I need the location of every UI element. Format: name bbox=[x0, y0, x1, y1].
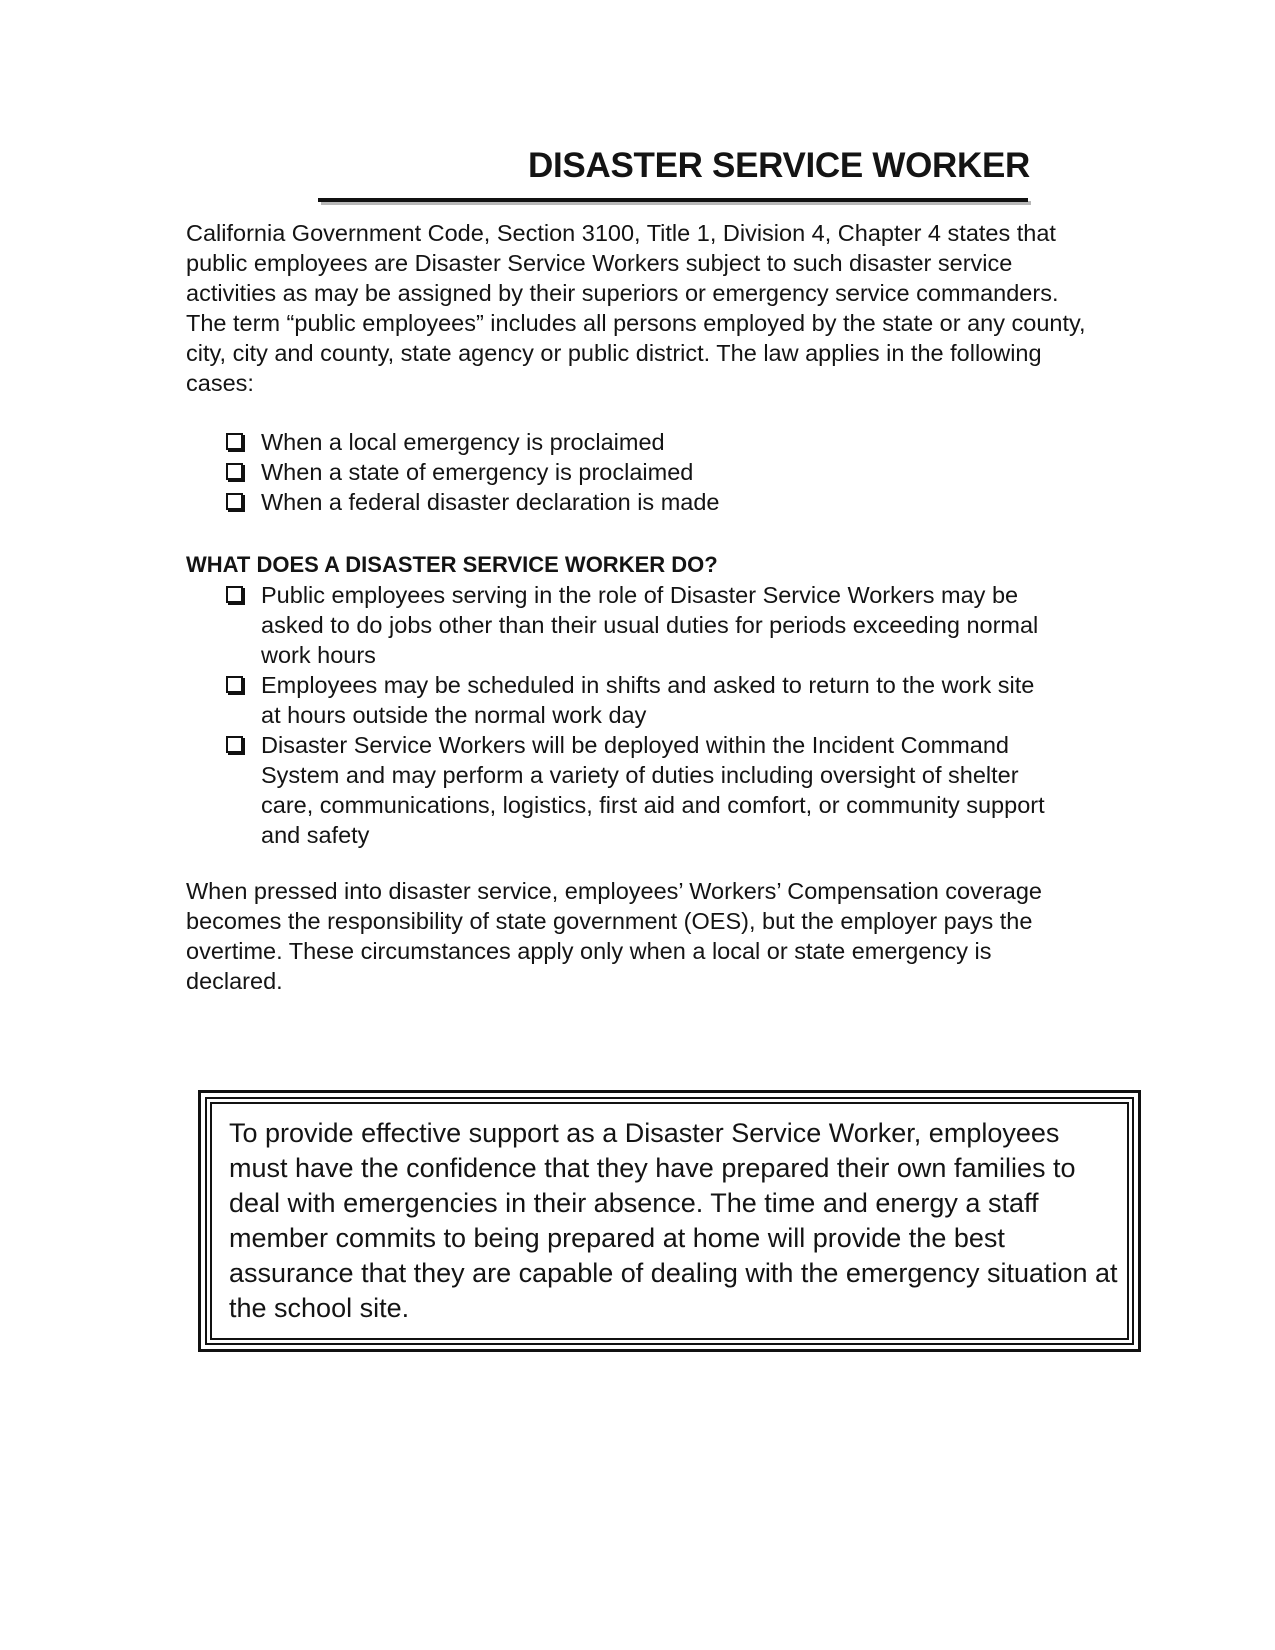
duties-heading: WHAT DOES A DISASTER SERVICE WORKER DO? bbox=[186, 552, 718, 577]
list-item bbox=[222, 427, 1022, 457]
title-underline bbox=[318, 198, 1028, 202]
intro-paragraph: California Government Code, Section 3100, Title 1, Division 4, Chapter 4 states that public employees are Disaster Service Workers subject to such disaster service activities as may be assigned by their superiors or emergency service commanders. The term “public employees” includes all persons employed by the state or any county, city, city and county, state agency or public district. The law applies in the following cases: bbox=[186, 220, 1086, 396]
callout-inner-frame bbox=[205, 1097, 1134, 1345]
closing-paragraph: When pressed into disaster service, employees’ Workers’ Compensation coverage becomes the responsibility of state government (OES), but the employer pays the overtime. These circumstances apply only when a local or state emergency is declared. bbox=[186, 878, 1042, 994]
list-item bbox=[222, 730, 1047, 850]
list-item-text: Disaster Service Workers will be deployed within the Incident Command System and may perform a variety of duties including oversight of shelter care, communications, logistics, first aid and comfort, or community support and safety bbox=[261, 732, 1045, 848]
list-item bbox=[222, 457, 1022, 487]
list-item-text: Public employees serving in the role of Disaster Service Workers may be asked to do jobs other than their usual duties for periods exceeding normal work hours bbox=[261, 582, 1039, 668]
list-item bbox=[222, 580, 1047, 670]
checkbox-icon bbox=[226, 736, 243, 753]
checkbox-icon bbox=[226, 433, 243, 450]
list-item-text: When a local emergency is proclaimed bbox=[261, 429, 665, 455]
list-item bbox=[222, 670, 1047, 730]
list-item-text: When a state of emergency is proclaimed bbox=[261, 459, 694, 485]
cases-checklist bbox=[222, 427, 1022, 517]
list-item-text: Employees may be scheduled in shifts and asked to return to the work site at hours outside the normal work day bbox=[261, 672, 1035, 728]
list-item-text: When a federal disaster declaration is made bbox=[261, 489, 720, 515]
list-item bbox=[222, 487, 1022, 517]
callout-box bbox=[198, 1090, 1141, 1352]
checkbox-icon bbox=[226, 493, 243, 510]
checkbox-icon bbox=[226, 586, 243, 603]
page-title: DISASTER SERVICE WORKER bbox=[528, 146, 1030, 185]
callout-text: To provide effective support as a Disaster Service Worker, employees must have the confidence that they have prepared their own families to deal with emergencies in their absence. The time and energy a staff member commits to being prepared at home will provide the best assurance that they are capable of dealing with the emergency situation at the school site. bbox=[229, 1118, 1118, 1323]
checkbox-icon bbox=[226, 463, 243, 480]
duties-checklist bbox=[222, 580, 1047, 850]
checkbox-icon bbox=[226, 676, 243, 693]
